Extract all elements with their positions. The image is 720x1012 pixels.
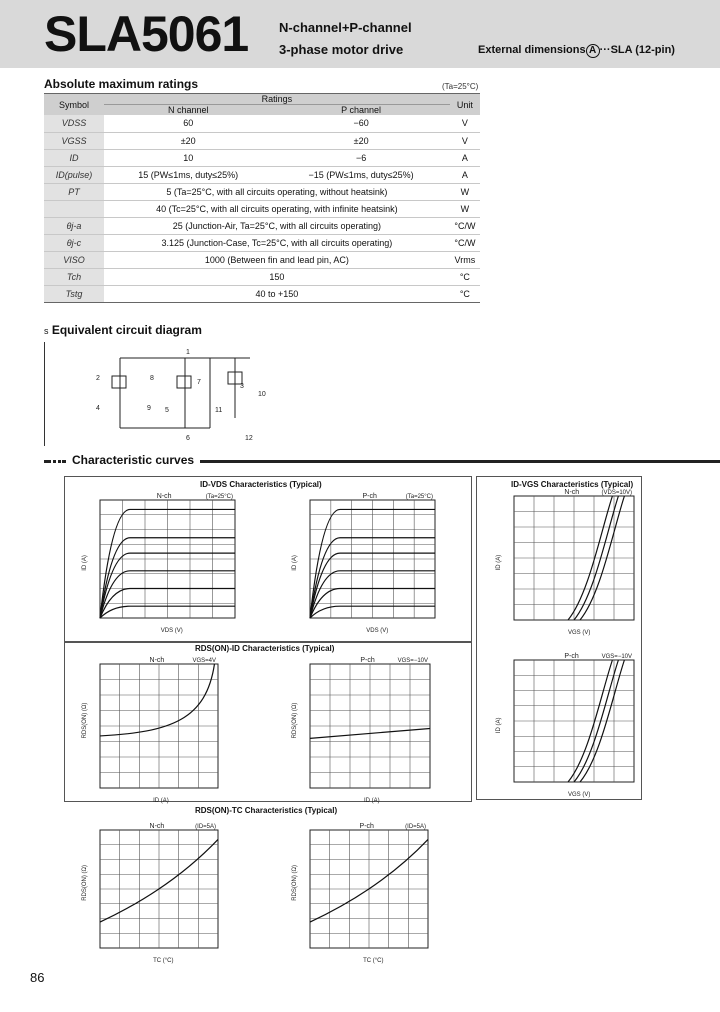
- circuit-pin-label: 7: [197, 379, 201, 386]
- ratings-cell: 3.125 (Junction-Case, Tc=25°C, with all circuits operating): [104, 234, 450, 251]
- ratings-title: Absolute maximum ratings: [44, 77, 199, 91]
- page-number: 86: [30, 970, 45, 985]
- ratings-condition: (Ta=25°C): [442, 82, 479, 91]
- circuit-pin-label: 1: [186, 349, 190, 356]
- ratings-cell: 1000 (Between fin and lead pin, AC): [104, 251, 450, 268]
- ratings-cell: −15 (PW≤1ms, duty≤25%): [272, 166, 449, 183]
- ext-dim-suffix: ···SLA (12-pin): [599, 44, 675, 56]
- chart-rds-id-nch: [82, 657, 218, 804]
- condition-label: VGS=−10V: [601, 654, 632, 660]
- head-n-channel: N channel: [104, 105, 272, 116]
- ratings-cell: 40 to +150: [104, 285, 450, 302]
- ratings-cell: Vrms: [450, 251, 480, 268]
- x-axis-label: VGS (V): [568, 792, 591, 798]
- ratings-cell: VISO: [44, 251, 104, 268]
- channel-label: N-ch: [149, 823, 165, 830]
- ratings-cell: A: [450, 166, 480, 183]
- chart-id-vgs-pch: [496, 653, 634, 798]
- condition-label: VGS=−10V: [397, 658, 428, 664]
- chart-id-vgs-nch: [496, 489, 634, 636]
- ratings-cell: Tstg: [44, 285, 104, 302]
- circuit-pin-label: 10: [258, 391, 266, 398]
- circuit-pin-label: 12: [245, 435, 253, 442]
- y-axis-label: ID (A): [292, 555, 298, 571]
- circuit-title-text: Equivalent circuit diagram: [51, 323, 202, 337]
- head-p-channel: P channel: [272, 105, 449, 116]
- ratings-cell: A: [450, 149, 480, 166]
- condition-label: (VDS=10V): [601, 490, 632, 496]
- x-axis-label: TC (°C): [363, 958, 384, 964]
- chart-rds-id-pch: [292, 657, 430, 804]
- circuit-pin-label: 9: [147, 405, 151, 412]
- condition-label: (Ta=25°C): [205, 494, 233, 500]
- circuit-pin-label: 2: [96, 375, 100, 382]
- ratings-cell: 60: [104, 115, 272, 132]
- channel-label: P-ch: [360, 657, 375, 664]
- ratings-cell: ID: [44, 149, 104, 166]
- ratings-cell: 40 (Tc=25°C, with all circuits operating, with infinite heatsink): [104, 200, 450, 217]
- condition-label: (ID=5A): [195, 824, 216, 830]
- ratings-cell: °C/W: [450, 234, 480, 251]
- condition-label: (ID=5A): [405, 824, 426, 830]
- curves-title: Characteristic curves: [66, 453, 200, 467]
- y-axis-label: RDS(ON) (Ω): [82, 702, 88, 739]
- channel-label: P-ch: [362, 493, 377, 500]
- ratings-cell: °C: [450, 285, 480, 302]
- y-axis-label: RDS(ON) (Ω): [82, 864, 88, 901]
- ratings-cell: °C/W: [450, 217, 480, 234]
- ratings-cell: 15 (PW≤1ms, duty≤25%): [104, 166, 272, 183]
- ratings-cell: °C: [450, 268, 480, 285]
- ratings-cell: θj-c: [44, 234, 104, 251]
- ratings-cell: VDSS: [44, 115, 104, 132]
- ratings-cell: −6: [272, 149, 449, 166]
- y-axis-label: ID (A): [496, 717, 502, 734]
- circuit-pin-label: 3: [240, 383, 244, 390]
- ratings-cell: V: [450, 115, 480, 132]
- channel-label: P-ch: [359, 823, 374, 830]
- title-rds-tc: RDS(ON)-TC Characteristics (Typical): [195, 806, 338, 815]
- subtitle-application: 3-phase motor drive: [279, 42, 404, 57]
- y-axis-label: ID (A): [82, 555, 88, 571]
- ratings-cell: V: [450, 132, 480, 149]
- condition-label: VGS=4V: [192, 658, 216, 664]
- channel-label: N-ch: [564, 489, 580, 496]
- title-id-vds: ID-VDS Characteristics (Typical): [200, 480, 322, 489]
- x-axis-label: ID (A): [364, 798, 380, 804]
- channel-label: N-ch: [149, 657, 165, 664]
- circuit-pin-label: 11: [215, 407, 223, 414]
- x-axis-label: TC (°C): [153, 958, 174, 964]
- chart-id-vds-nch: [82, 493, 235, 634]
- y-axis-label: RDS(ON) (Ω): [292, 702, 298, 739]
- ratings-cell: 5 (Ta=25°C, with all circuits operating, without heatsink): [104, 183, 450, 200]
- ratings-cell: 150: [104, 268, 450, 285]
- ratings-cell: W: [450, 183, 480, 200]
- circuit-pin-label: 4: [96, 405, 100, 412]
- circuit-pin-label: 8: [150, 375, 154, 382]
- ratings-cell: 25 (Junction-Air, Ta=25°C, with all circuits operating): [104, 217, 450, 234]
- chart-rds-tc-pch: [292, 823, 428, 964]
- ratings-cell: θj-a: [44, 217, 104, 234]
- y-axis-label: RDS(ON) (Ω): [292, 864, 298, 901]
- channel-label: N-ch: [156, 493, 172, 500]
- circuit-bullet: s: [44, 326, 49, 336]
- ratings-cell: 10: [104, 149, 272, 166]
- part-number: SLA5061: [44, 6, 249, 62]
- head-symbol: Symbol: [44, 94, 104, 116]
- ratings-cell: PT: [44, 183, 104, 200]
- title-rds-id: RDS(ON)-ID Characteristics (Typical): [195, 644, 335, 653]
- chart-rds-tc-nch: [82, 823, 218, 964]
- subtitle-channel: N-channel+P-channel: [279, 20, 412, 35]
- head-ratings: Ratings: [104, 94, 450, 105]
- ext-dim-prefix: External dimensions: [478, 44, 586, 56]
- title-id-vgs: ID-VGS Characteristics (Typical): [511, 480, 634, 489]
- ratings-cell: Tch: [44, 268, 104, 285]
- head-unit: Unit: [450, 94, 480, 116]
- x-axis-label: VDS (V): [366, 628, 389, 634]
- ratings-cell: W: [450, 200, 480, 217]
- data-curve: [100, 664, 214, 736]
- ratings-cell: ID(pulse): [44, 166, 104, 183]
- x-axis-label: VDS (V): [160, 628, 183, 634]
- channel-label: P-ch: [564, 653, 579, 660]
- ratings-cell: −60: [272, 115, 449, 132]
- condition-label: (Ta=25°C): [405, 494, 433, 500]
- circuit-pin-label: 5: [165, 407, 169, 414]
- ratings-cell: ±20: [272, 132, 449, 149]
- chart-id-vds-pch: [292, 493, 435, 634]
- circled-a-icon: A: [586, 44, 600, 58]
- x-axis-label: ID (A): [153, 798, 169, 804]
- y-axis-label: ID (A): [496, 554, 502, 571]
- ratings-cell: ±20: [104, 132, 272, 149]
- x-axis-label: VGS (V): [568, 630, 591, 636]
- ratings-cell: VGSS: [44, 132, 104, 149]
- circuit-pin-label: 6: [186, 435, 190, 442]
